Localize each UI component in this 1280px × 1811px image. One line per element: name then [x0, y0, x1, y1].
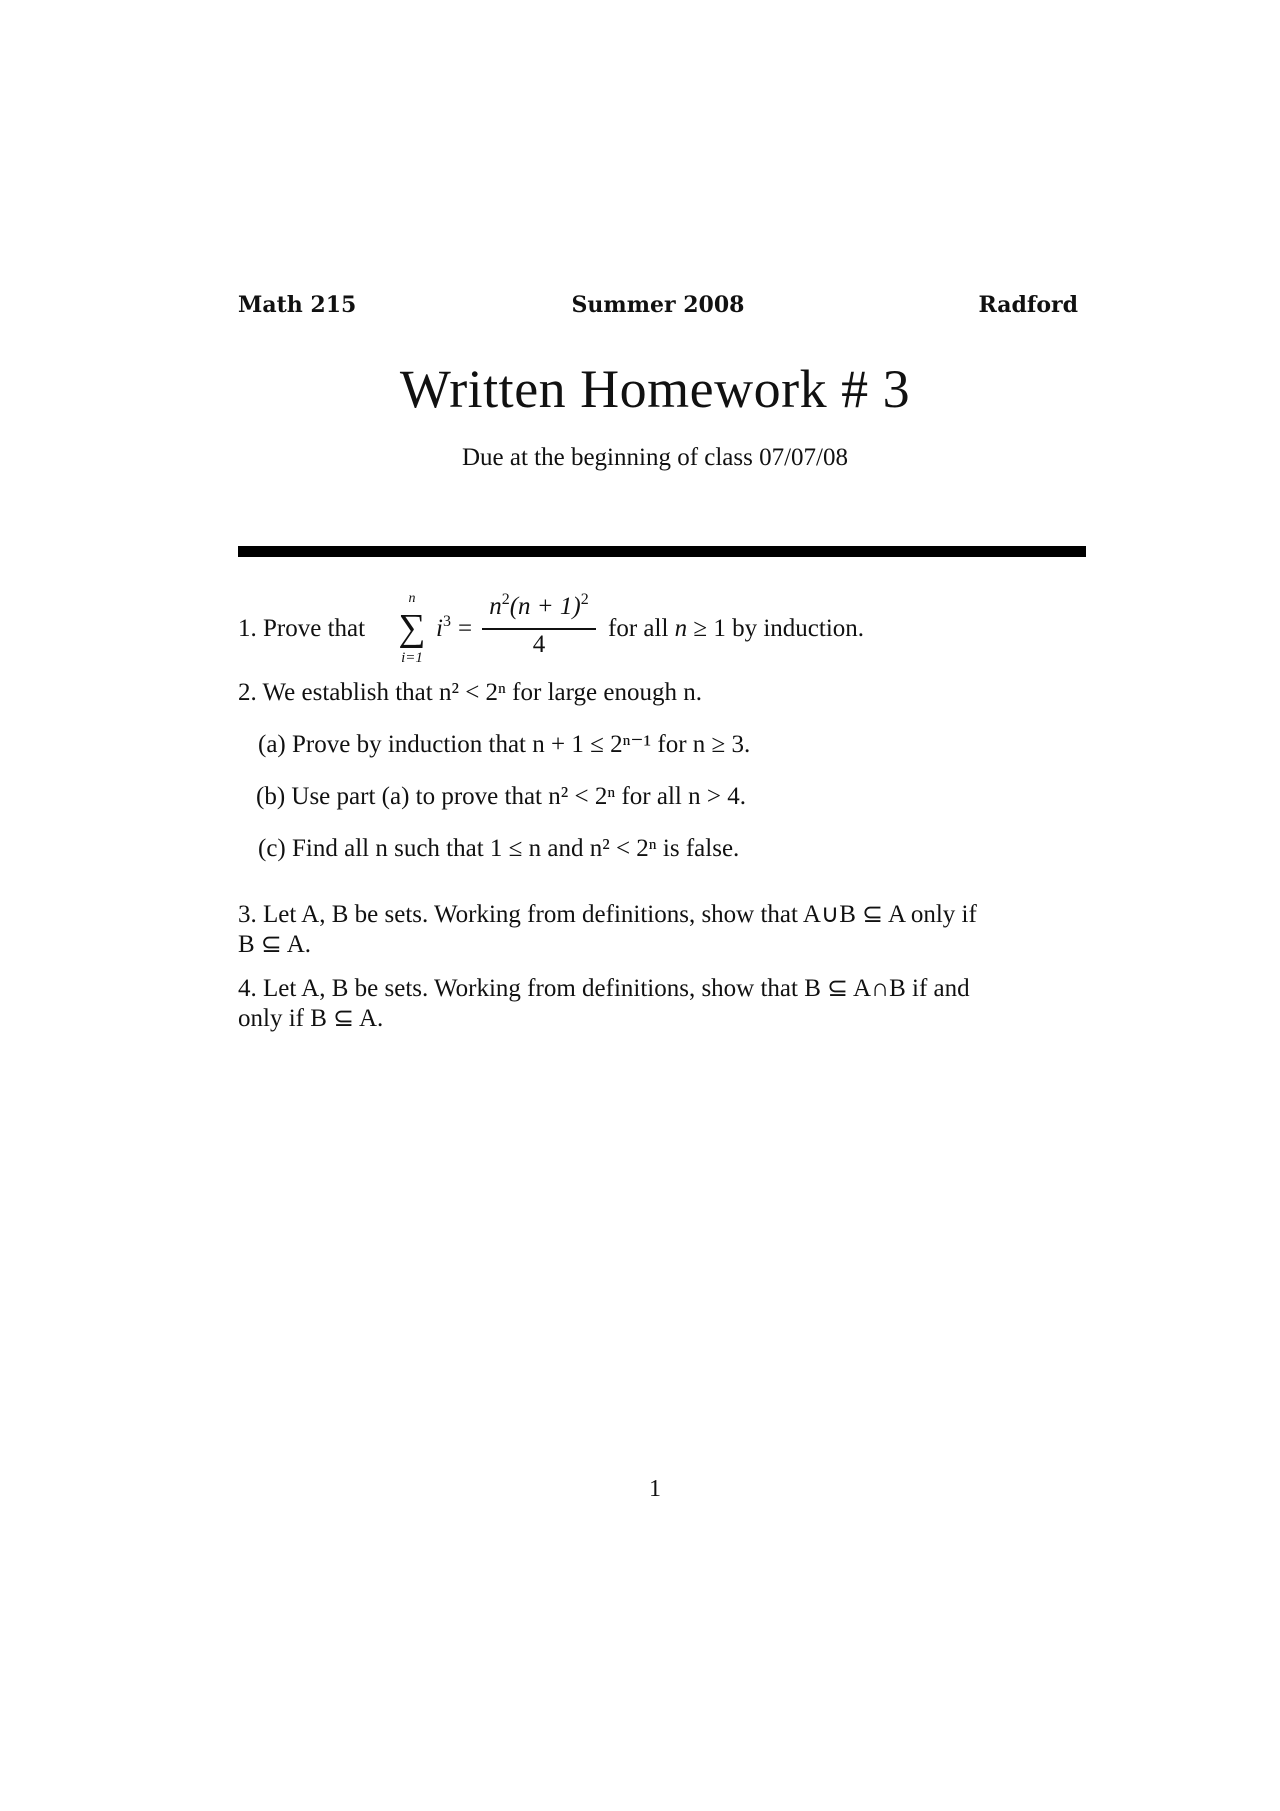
problem-3-line-2: B ⊆ A.	[238, 931, 312, 958]
problem-3-line-1: 3. Let A, B be sets. Working from definitions, show that A∪B ⊆ A only if	[238, 901, 977, 928]
problem-2-intro: 2. We establish that n² < 2ⁿ for large enough n.	[238, 679, 702, 706]
fraction	[480, 590, 598, 660]
fraction-denominator: 4	[532, 631, 546, 658]
sum-lower-limit: i=1	[401, 650, 423, 666]
problem-1-prefix: 1. Prove that	[238, 615, 366, 642]
problem-3	[238, 900, 1078, 960]
problem-2a: (a) Prove by induction that n + 1 ≤ 2ⁿ⁻¹ for n ≥ 3.	[258, 731, 751, 758]
summation	[394, 592, 430, 672]
problem-1-suffix: for all n ≥ 1 by induction.	[608, 615, 865, 642]
course-name: Math 215	[238, 292, 357, 318]
instructor-name: Radford	[978, 292, 1078, 318]
summand: $i^3$	[436, 613, 451, 642]
sum-upper-limit: n	[408, 591, 416, 606]
due-date-subtitle: Due at the beginning of class 07/07/08	[461, 444, 849, 471]
problem-2b: (b) Use part (a) to prove that n² < 2ⁿ for all n > 4.	[256, 783, 746, 810]
sigma-symbol: ∑	[398, 607, 426, 649]
horizontal-rule	[238, 546, 1086, 557]
page-number: 1	[649, 1476, 661, 1502]
fraction-numerator: $n^2(n + 1)^2$	[489, 591, 589, 620]
problem-4-line-2: only if B ⊆ A.	[238, 1005, 384, 1032]
equals-sign: =	[458, 615, 473, 642]
page-header	[238, 292, 1078, 328]
problem-2c: (c) Find all n such that 1 ≤ n and n² < 2ⁿ is false.	[258, 835, 740, 862]
problem-4-line-1: 4. Let A, B be sets. Working from definitions, show that B ⊆ A∩B if and	[238, 975, 970, 1002]
term: Summer 2008	[571, 292, 745, 318]
problem-1	[238, 590, 1078, 670]
page-title: Written Homework # 3	[399, 359, 911, 419]
problem-4	[238, 974, 1078, 1034]
